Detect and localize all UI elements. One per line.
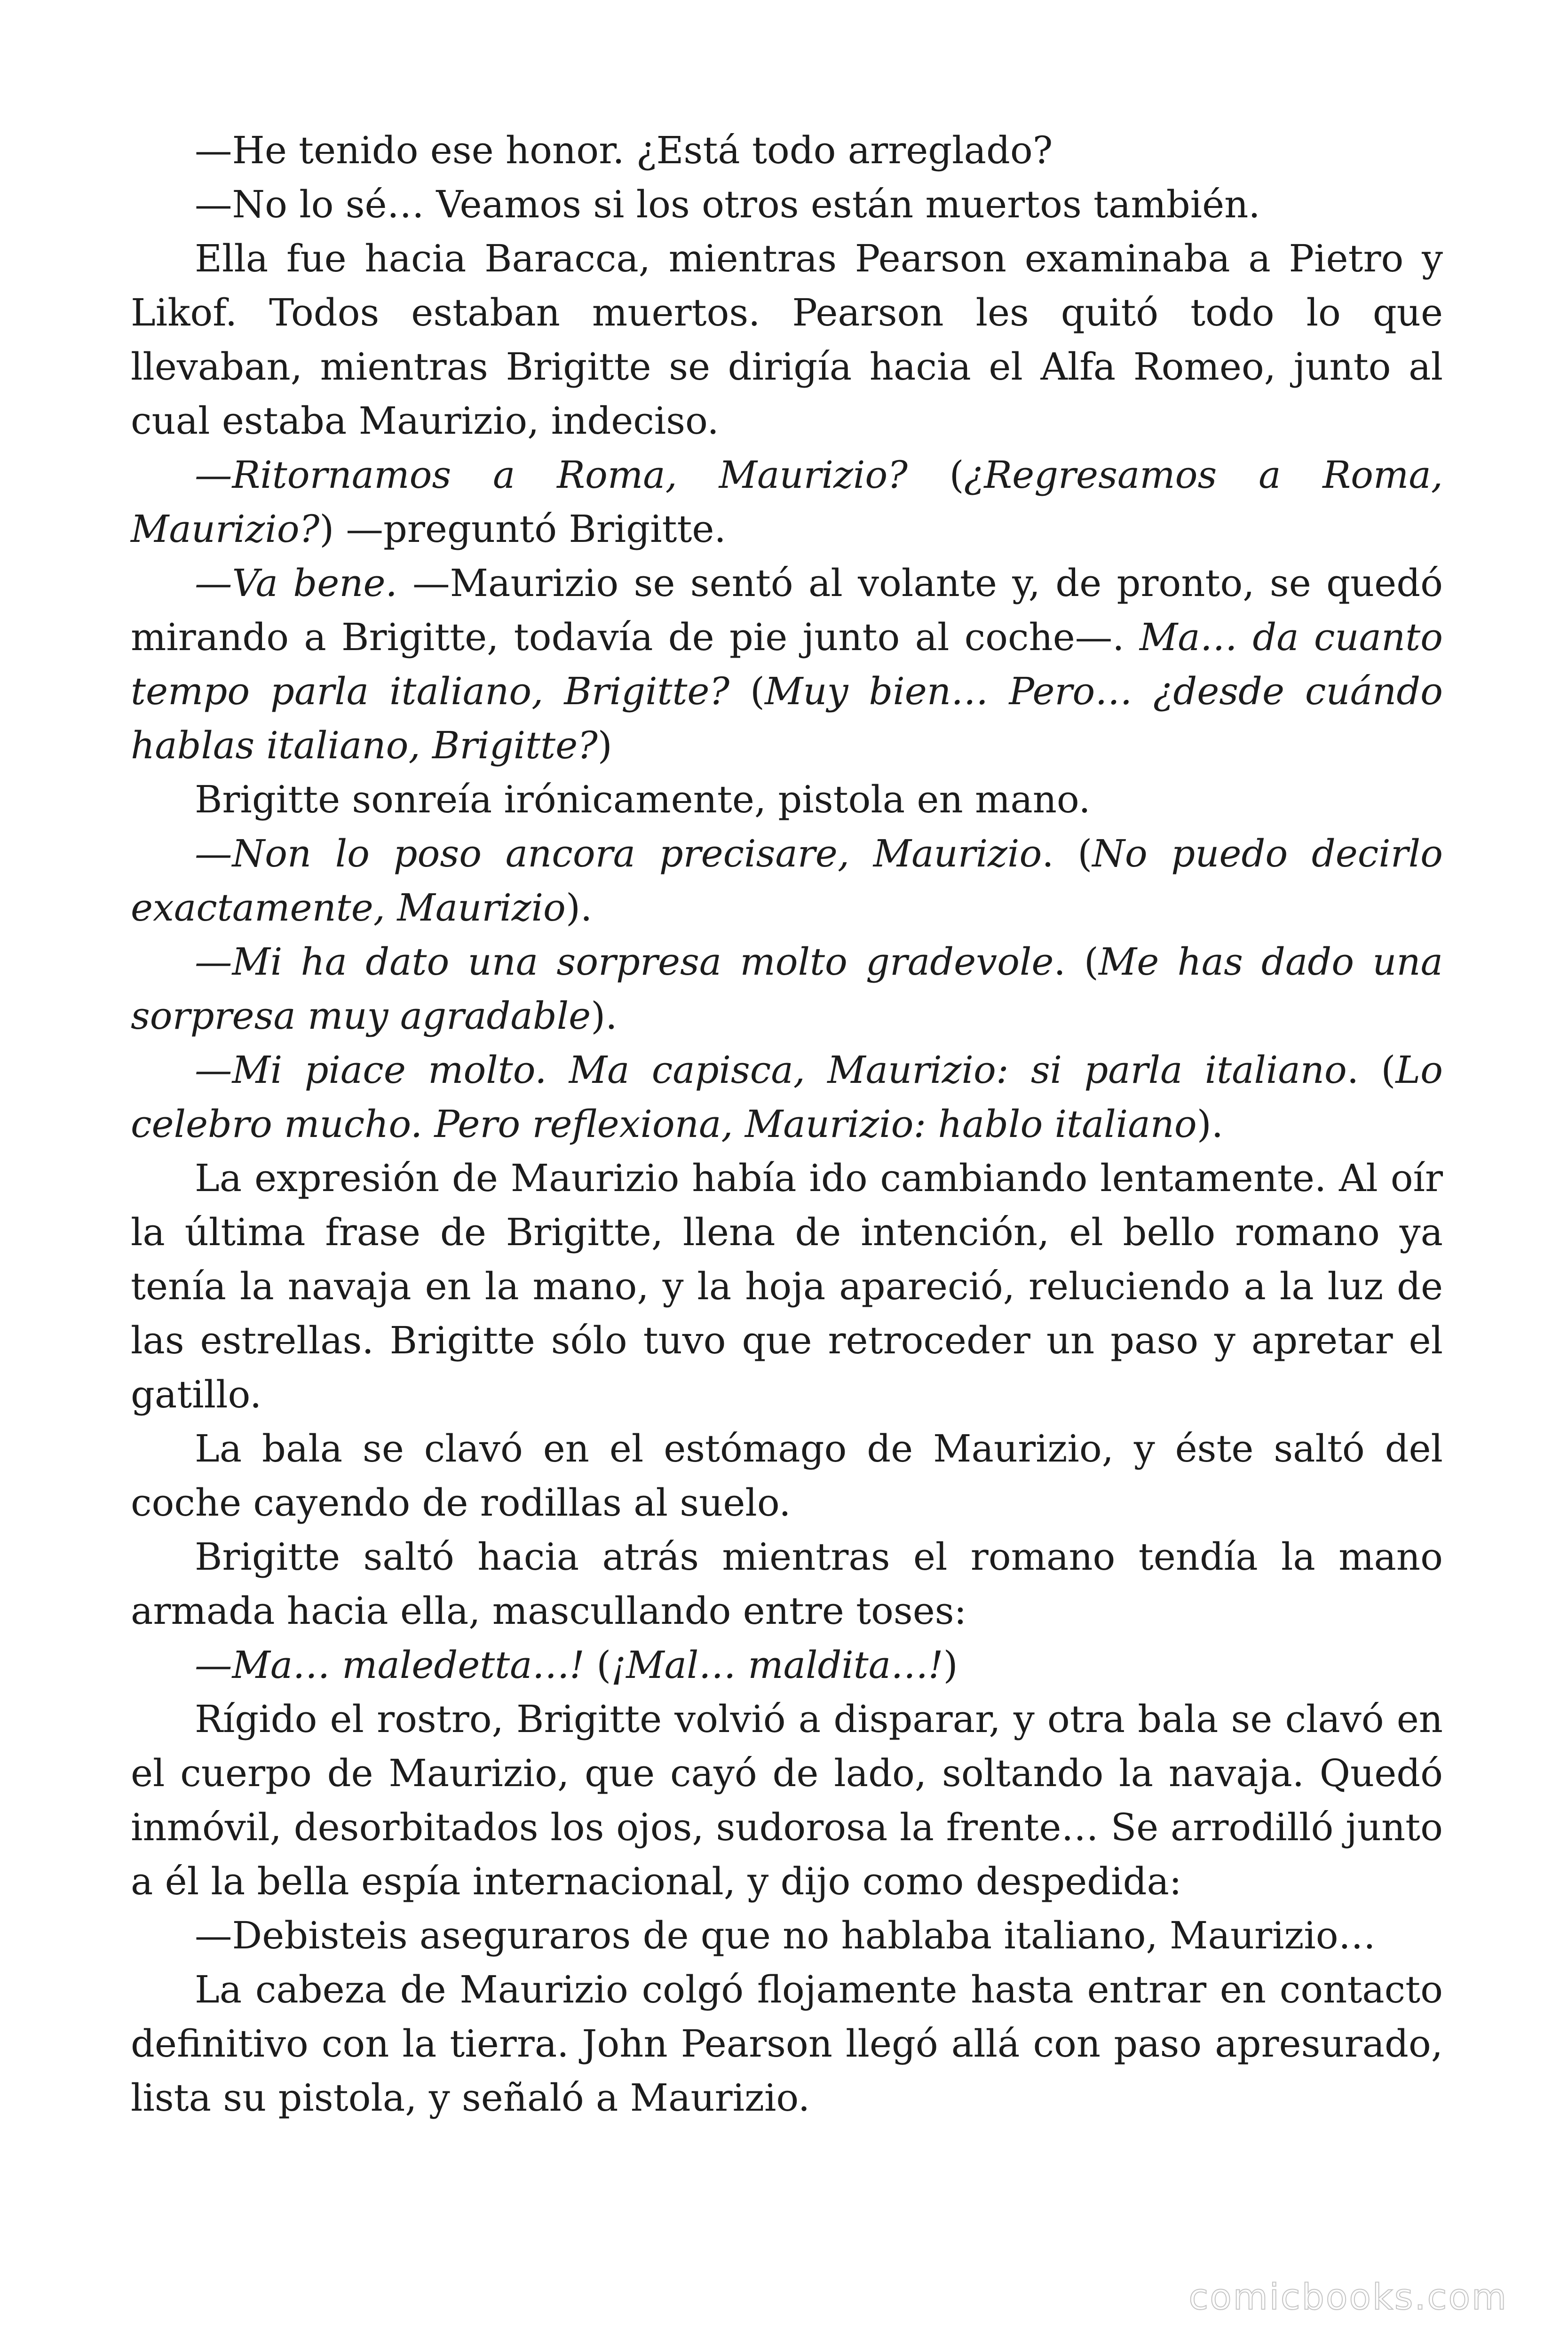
text-run: —No lo sé… Veamos si los otros están muertos también.: [195, 183, 1260, 226]
text-run: ).: [565, 886, 593, 930]
paragraph: [131, 123, 1443, 177]
italian-text: —Mi piace molto. Ma capisca, Maurizio: si parla italiano: [195, 1048, 1347, 1092]
italian-text: —Mi ha dato una sorpresa molto gradevole: [195, 940, 1054, 984]
translation-text: Me has dado una sorpresa muy agradable: [131, 940, 1443, 1038]
text-run: ): [943, 1643, 958, 1687]
text-run: (: [907, 453, 964, 497]
paragraph: [131, 935, 1443, 1043]
italian-text: —Ritornamos a Roma, Maurizio?: [195, 453, 908, 497]
paragraph: [131, 556, 1443, 772]
text-run: (: [585, 1643, 611, 1687]
paragraph: [131, 231, 1443, 448]
paragraph: [131, 826, 1443, 935]
text-run: —He tenido ese honor. ¿Está todo arreglado?: [195, 128, 1053, 172]
paragraph: [131, 1151, 1443, 1422]
text-run: —Maurizio se sentó al volante y, de pronto, se quedó mirando a Brigitte, todavía de pie junto al coche—.: [131, 561, 1443, 659]
translation-text: Lo celebro mucho. Pero reflexiona, Maurizio: hablo italiano: [131, 1048, 1443, 1146]
translation-text: ¡Mal… maldita…!: [611, 1643, 943, 1687]
paragraph: [131, 1422, 1443, 1530]
text-run: La cabeza de Maurizio colgó flojamente hasta entrar en contacto definitivo con la tierra. John Pearson llegó allá con paso apresurado, lista su pistola, y señaló a Maurizio.: [131, 1968, 1443, 2120]
italian-text: Ma… da cuanto tempo parla italiano, Brigitte?: [131, 615, 1443, 713]
text-run: Rígido el rostro, Brigitte volvió a disparar, y otra bala se clavó en el cuerpo de Maurizio, que cayó de lado, soltando la navaja. Quedó inmóvil, desorbitados los ojos, sudorosa la frente… Se arrodilló junto a él la bella espía internacional, y dijo como despedida:: [131, 1697, 1443, 1903]
text-run: —Debisteis aseguraros de que no hablaba italiano, Maurizio…: [195, 1914, 1376, 1957]
paragraph: [131, 1530, 1443, 1638]
italian-text: —Ma… maledetta…!: [195, 1643, 585, 1687]
text-run: Brigitte saltó hacia atrás mientras el romano tendía la mano armada hacia ella, mascullando entre toses:: [131, 1535, 1443, 1633]
italian-text: —Non lo poso ancora precisare, Maurizio: [195, 832, 1042, 875]
translation-text: Muy bien… Pero… ¿desde cuándo hablas italiano, Brigitte?: [131, 669, 1443, 767]
text-run: . (: [1346, 1048, 1396, 1092]
text-run: La bala se clavó en el estómago de Maurizio, y éste saltó del coche cayendo de rodillas al suelo.: [131, 1427, 1443, 1525]
text-run: ).: [1196, 1102, 1223, 1146]
text-run: ) —preguntó Brigitte.: [319, 507, 726, 551]
text-run: ).: [591, 994, 618, 1038]
paragraph: [131, 177, 1443, 231]
text-run: Ella fue hacia Baracca, mientras Pearson examinaba a Pietro y Likof. Todos estaban muertos. Pearson les quitó todo lo que llevaban, mientras Brigitte se dirigía hacia el Alfa Romeo, junto al cual estaba Maurizio, indeciso.: [131, 237, 1443, 443]
text-run: . (: [1042, 832, 1093, 875]
text-run: (: [729, 669, 765, 713]
document-body: [131, 123, 1443, 2125]
text-run: La expresión de Maurizio había ido cambiando lentamente. Al oír la última frase de Brigitte, llena de intención, el bello romano ya tenía la navaja en la mano, y la hoja apareció, reluciendo a la luz de las estrellas. Brigitte sólo tuvo que retroceder un paso y apretar el gatillo.: [131, 1156, 1443, 1416]
paragraph: [131, 772, 1443, 826]
italian-text: —Va bene.: [195, 561, 397, 605]
paragraph: [131, 1638, 1443, 1692]
translation-text: ¿Regresamos a Roma, Maurizio?: [131, 453, 1443, 551]
paragraph: [131, 1043, 1443, 1151]
paragraph: [131, 1908, 1443, 1963]
translation-text: No puedo decirlo exactamente, Maurizio: [131, 832, 1443, 930]
paragraph: [131, 448, 1443, 556]
watermark: comicbooks.com: [1188, 2276, 1508, 2318]
text-run: ): [597, 723, 612, 767]
text-run: Brigitte sonreía irónicamente, pistola en mano.: [195, 778, 1091, 821]
paragraph: [131, 1692, 1443, 1908]
paragraph: [131, 1963, 1443, 2125]
text-run: . (: [1053, 940, 1099, 984]
